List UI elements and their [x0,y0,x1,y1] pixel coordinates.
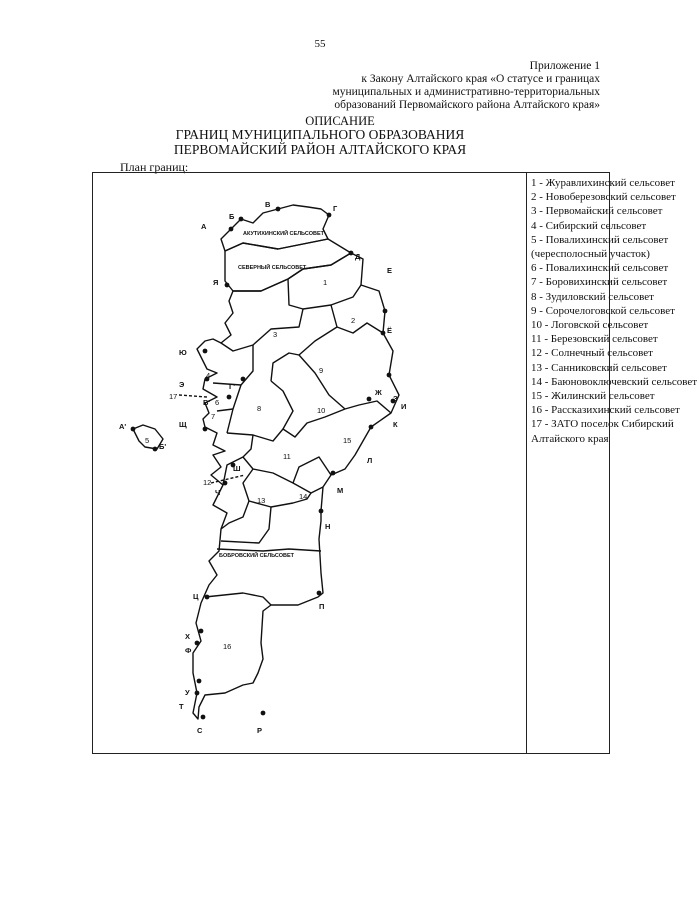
region-number: 3 [273,330,278,339]
point-label: Д [355,252,361,261]
heading-line-2: ПЕРВОМАЙСКИЙ РАЙОН АЛТАЙСКОГО КРАЯ [173,142,467,157]
legend-item: 15 - Жилинский сельсовет [531,390,655,403]
legend-item: 12 - Солнечный сельсовет [531,347,653,360]
map-frame [92,172,698,754]
akutikha-label: АКУТИХИНСКИЙ СЕЛЬСОВЕТ [243,231,324,237]
heading-line-1: ГРАНИЦ МУНИЦИПАЛЬНОГО ОБРАЗОВАНИЯ [175,127,465,142]
point-label: С [197,726,203,735]
point-label: К [393,420,398,429]
point-label: П [319,602,325,611]
point-label: И [401,402,407,411]
akutikha-boundary [221,205,329,251]
point-label: М [337,486,344,495]
severny-label: СЕВЕРНЫЙ СЕЛЬСОВЕТ [238,265,307,271]
point-label: Щ [179,420,187,429]
heading-description: ОПИСАНИЕ [305,114,375,128]
point-label: Ч [215,488,221,497]
legend-item: 4 - Сибирский сельсовет [531,219,647,232]
legend-item: 13 - Санниковский сельсовет [531,361,667,374]
point-label: А [201,222,207,231]
point-label: В' [203,398,211,407]
appendix-line-2: муниципальных и административно-территориальных [332,86,600,98]
region-number: 11 [283,452,291,461]
point-label: Н [325,522,331,531]
point-label: Г' [229,382,236,391]
region-number: 12 [203,478,212,487]
appendix-line-3: образований Первомайского района Алтайского края» [334,99,600,111]
legend-item: 10 - Логовской сельсовет [531,319,649,332]
legend-item: 17 - ЗАТО поселок Сибирский Алтайского края [531,418,674,445]
region-number: 2 [351,316,356,325]
legend-item: 11 - Березовский сельсовет [531,333,658,346]
point-label: Ю [179,348,187,357]
legend-item: 16 - Рассказихинский сельсовет [531,404,680,417]
appendix-title: Приложение 1 [529,60,600,72]
legend-item: 9 - Сорочелоговской сельсовет [531,304,675,317]
region-number: 17 [169,392,178,401]
legend-item: 3 - Первомайский сельсовет [531,205,663,218]
point-label: Э [179,380,185,389]
point-label: Ж [375,388,382,397]
region-number: 1 [323,278,328,287]
legend-item: 7 - Боровихинский сельсовет [531,276,668,289]
region-number: 16 [223,642,232,651]
point-label: Т [179,702,184,711]
bobrovsky-boundary [217,549,321,551]
legend-list [531,176,699,446]
legend-item: 1 - Журавлихинский сельсовет [531,177,675,189]
point-label: А' [119,422,127,431]
frame-divider [526,173,527,753]
point-label: Б [229,212,235,221]
point-label: Ф [185,646,192,655]
point-label: В [265,200,271,209]
point-label: Е [387,266,393,275]
legend-item: 2 - Новоберезовский сельсовет [531,191,676,204]
point-label: У [185,688,190,697]
boundary-map [93,173,526,753]
point-label: Г [333,204,338,213]
point-label: Ш [233,464,241,473]
point-label: Х [185,632,191,641]
point-label: Р [257,726,263,735]
point-label: Я [213,278,219,287]
plan-label: План границ: [120,160,189,174]
region-number: 15 [343,436,352,445]
appendix-line-1: к Закону Алтайского края «О статусе и границах [361,73,600,85]
point-label: Ц [193,592,199,601]
region-number: 7 [211,412,216,421]
bobrovsky-label: БОБРОВСКИЙ СЕЛЬСОВЕТ [219,553,295,559]
legend-item: 6 - Повалихинский сельсовет [531,262,669,275]
region-number: 10 [317,406,326,415]
point-label: Л [367,456,373,465]
legend-item: 14 - Баюновоключевский сельсовет [531,375,698,388]
point-label: Ё [387,326,393,335]
region-number: 13 [257,496,266,505]
page-number: 55 [314,38,326,50]
legend-item: 8 - Зудиловский сельсовет [531,290,654,303]
region-number: 5 [145,436,150,445]
region-number: 6 [215,398,220,407]
appendix-block [220,60,600,112]
region-number: 4 [206,371,211,380]
point-label: З [393,394,398,403]
point-label: Б' [159,442,167,451]
region-number: 8 [257,404,262,413]
legend-item: 5 - Повалихинский сельсовет (чересполосный участок) [531,233,669,261]
region-number: 14 [299,492,308,501]
region-number: 9 [319,366,324,375]
